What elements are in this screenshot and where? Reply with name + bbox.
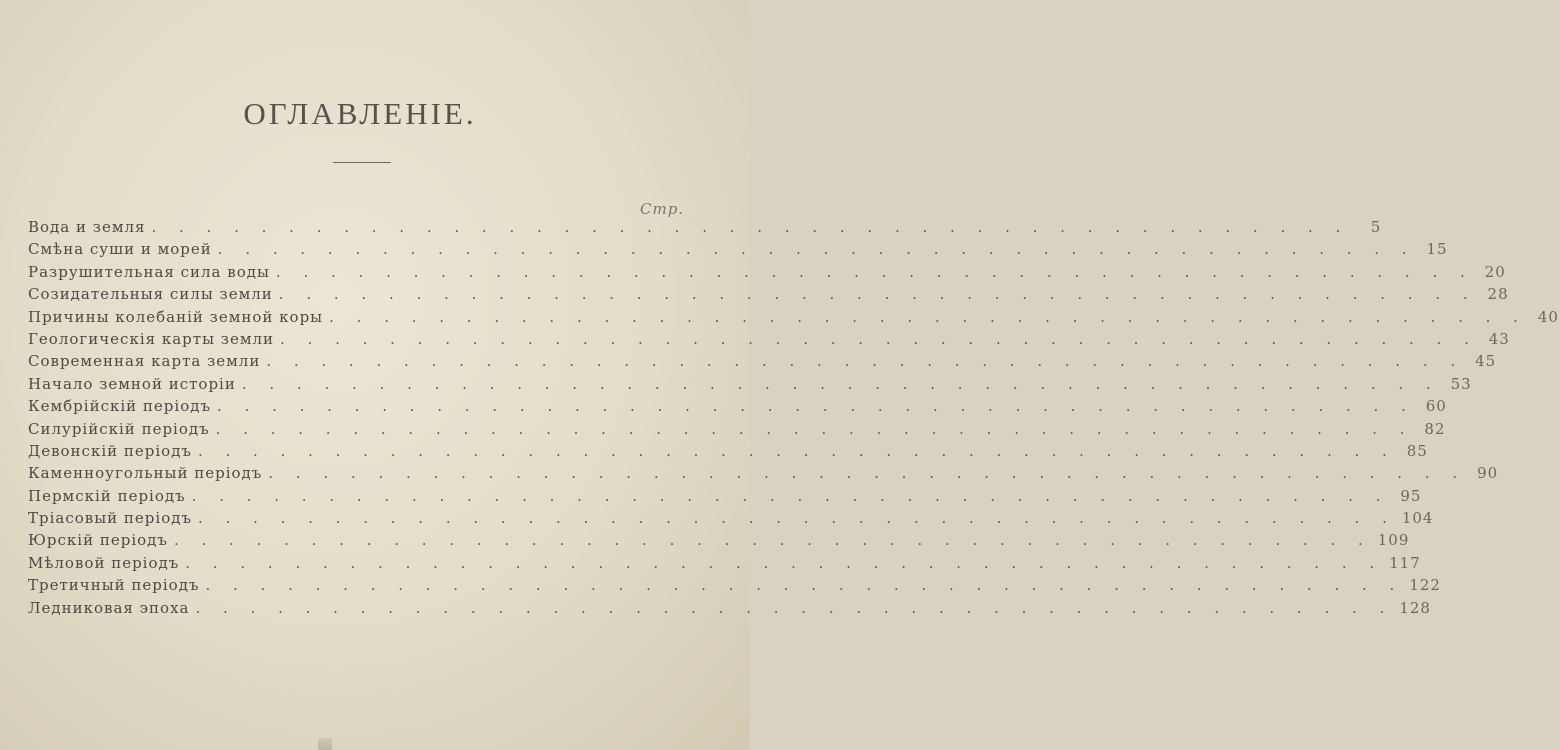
toc-leader-dots: . . . . . . . . . . . . . . . . . . . . . . . . . . . . . . . . . . . . . . . . . . . .	[217, 240, 1416, 259]
toc-entry-page: 45	[1475, 352, 1497, 371]
toc-entry-title: Вода и земля	[28, 218, 146, 236]
toc-entry	[28, 395, 1447, 417]
toc-entry	[28, 306, 1559, 328]
toc-entry-title: Мѣловой періодъ	[28, 553, 180, 572]
toc-leader-dots: . . . . . . . . . . . . . . . . . . . . . . . . . . . . . . . . . . . . . . . . . . . .	[268, 464, 1467, 483]
toc-entry	[28, 261, 1506, 283]
page-column-label: Стр.	[640, 200, 685, 218]
toc-entry-title: Кембрійскій періодъ	[28, 397, 212, 416]
toc-leader-dots: . . . . . . . . . . . . . . . . . . . . . . . . . . . . . . . . . . . . . . . . . . . .	[329, 307, 1527, 326]
toc-entry-page: 95	[1400, 486, 1422, 505]
title-divider	[333, 162, 391, 163]
toc-entry	[28, 574, 1441, 596]
toc-entry-page: 60	[1425, 397, 1447, 416]
toc-entry-page: 117	[1389, 553, 1421, 572]
toc-entry	[28, 462, 1499, 484]
toc-entry-page: 109	[1377, 531, 1410, 550]
toc-leader-dots: . . . . . . . . . . . . . . . . . . . . . . . . . . . . . . . . . . . . . . . . . . . .	[197, 441, 1396, 460]
toc-entry-title: Созидательныя силы земли	[28, 285, 273, 304]
toc-entry-page: 28	[1487, 285, 1509, 304]
toc-entry-page: 20	[1484, 262, 1506, 281]
toc-entry-title: Третичный періодъ	[28, 576, 200, 595]
toc-entry	[28, 597, 1431, 619]
toc-entry-page: 90	[1477, 464, 1499, 483]
toc-entry-page: 40	[1537, 307, 1559, 326]
toc-entry-title: Ледниковая эпоха	[28, 598, 190, 617]
toc-entry-title: Геологическія карты земли	[28, 329, 275, 348]
toc-entry-title: Современная карта земли	[28, 352, 261, 371]
toc-leader-dots: . . . . . . . . . . . . . . . . . . . . . . . . . . . . . . . . . . . . . . . . . . . .	[185, 553, 1384, 572]
table-of-contents	[28, 216, 1559, 619]
toc-leader-dots: . . . . . . . . . . . . . . . . . . . . . . . . . . . . . . . . . . . . . . . . . . . .	[173, 531, 1372, 550]
toc-leader-dots: . . . . . . . . . . . . . . . . . . . . . . . . . . . . . . . . . . . . . . . . . . . .	[241, 374, 1440, 393]
toc-entry-page: 85	[1406, 441, 1428, 460]
toc-leader-dots: . . . . . . . . . . . . . . . . . . . . . . . . . . . . . . . . . . . . . . . . . . . .	[215, 419, 1414, 438]
toc-leader-dots: . . . . . . . . . . . . . . . . . . . . . . . . . . . . . . . . . . . . . . . . . . . .	[191, 486, 1390, 505]
toc-entry-page: 122	[1409, 576, 1441, 595]
toc-entry-page: 82	[1424, 419, 1446, 438]
toc-entry-title: Смѣна суши и морей	[28, 240, 212, 259]
binding-mark	[318, 738, 332, 750]
toc-entry-title: Начало земной исторіи	[28, 374, 236, 393]
toc-entry	[28, 283, 1509, 305]
toc-entry-page: 15	[1426, 240, 1448, 259]
toc-entry	[28, 507, 1434, 529]
toc-entry	[28, 552, 1421, 574]
toc-leader-dots: . . . . . . . . . . . . . . . . . . . . . . . . . . . . . . . . . . . . . . . . . . . .	[280, 329, 1478, 348]
toc-leader-dots: . . . . . . . . . . . . . . . . . . . . . . . . . . . . . . . . . . . . . . . . . . . .	[151, 218, 1350, 236]
toc-entry-page: 128	[1399, 598, 1431, 617]
toc-entry-title: Юрскій періодъ	[28, 531, 168, 550]
toc-entry	[28, 350, 1497, 372]
toc-entry	[28, 328, 1510, 350]
toc-entry-page: 104	[1401, 509, 1434, 528]
toc-entry	[28, 529, 1410, 551]
toc-leader-dots: . . . . . . . . . . . . . . . . . . . . . . . . . . . . . . . . . . . . . . . . . . . .	[278, 285, 1477, 304]
toc-entry	[28, 485, 1422, 507]
toc-entry-title: Тріасовый періодъ	[28, 509, 193, 528]
toc-leader-dots: . . . . . . . . . . . . . . . . . . . . . . . . . . . . . . . . . . . . . . . . . . . .	[266, 352, 1465, 371]
toc-entry-title: Силурійскій періодъ	[28, 419, 210, 438]
toc-entry-title: Пермскій періодъ	[28, 486, 186, 505]
toc-entry-page: 53	[1450, 374, 1472, 393]
toc-entry-title: Причины колебаній земной коры	[28, 307, 324, 326]
toc-entry	[28, 238, 1448, 260]
toc-entry	[28, 418, 1446, 440]
toc-entry	[28, 440, 1428, 462]
toc-leader-dots: . . . . . . . . . . . . . . . . . . . . . . . . . . . . . . . . . . . . . . . . . . . .	[205, 576, 1404, 595]
toc-entry	[28, 216, 1382, 238]
toc-entry-title: Девонскій періодъ	[28, 441, 192, 460]
toc-entry-title: Разрушительная сила воды	[28, 262, 270, 281]
toc-entry	[28, 373, 1472, 395]
toc-leader-dots: . . . . . . . . . . . . . . . . . . . . . . . . . . . . . . . . . . . . . . . . . . . .	[198, 509, 1396, 528]
toc-entry-page: 43	[1488, 329, 1510, 348]
toc-leader-dots: . . . . . . . . . . . . . . . . . . . . . . . . . . . . . . . . . . . . . . . . . . . .	[275, 262, 1474, 281]
toc-entry-title: Каменноугольный періодъ	[28, 464, 263, 483]
toc-leader-dots: . . . . . . . . . . . . . . . . . . . . . . . . . . . . . . . . . . . . . . . . . . . .	[217, 397, 1415, 416]
page-title: ОГЛАВЛЕНІЕ.	[243, 96, 477, 131]
toc-leader-dots: . . . . . . . . . . . . . . . . . . . . . . . . . . . . . . . . . . . . . . . . . . . .	[195, 598, 1394, 617]
toc-entry-page: 5	[1370, 218, 1382, 236]
